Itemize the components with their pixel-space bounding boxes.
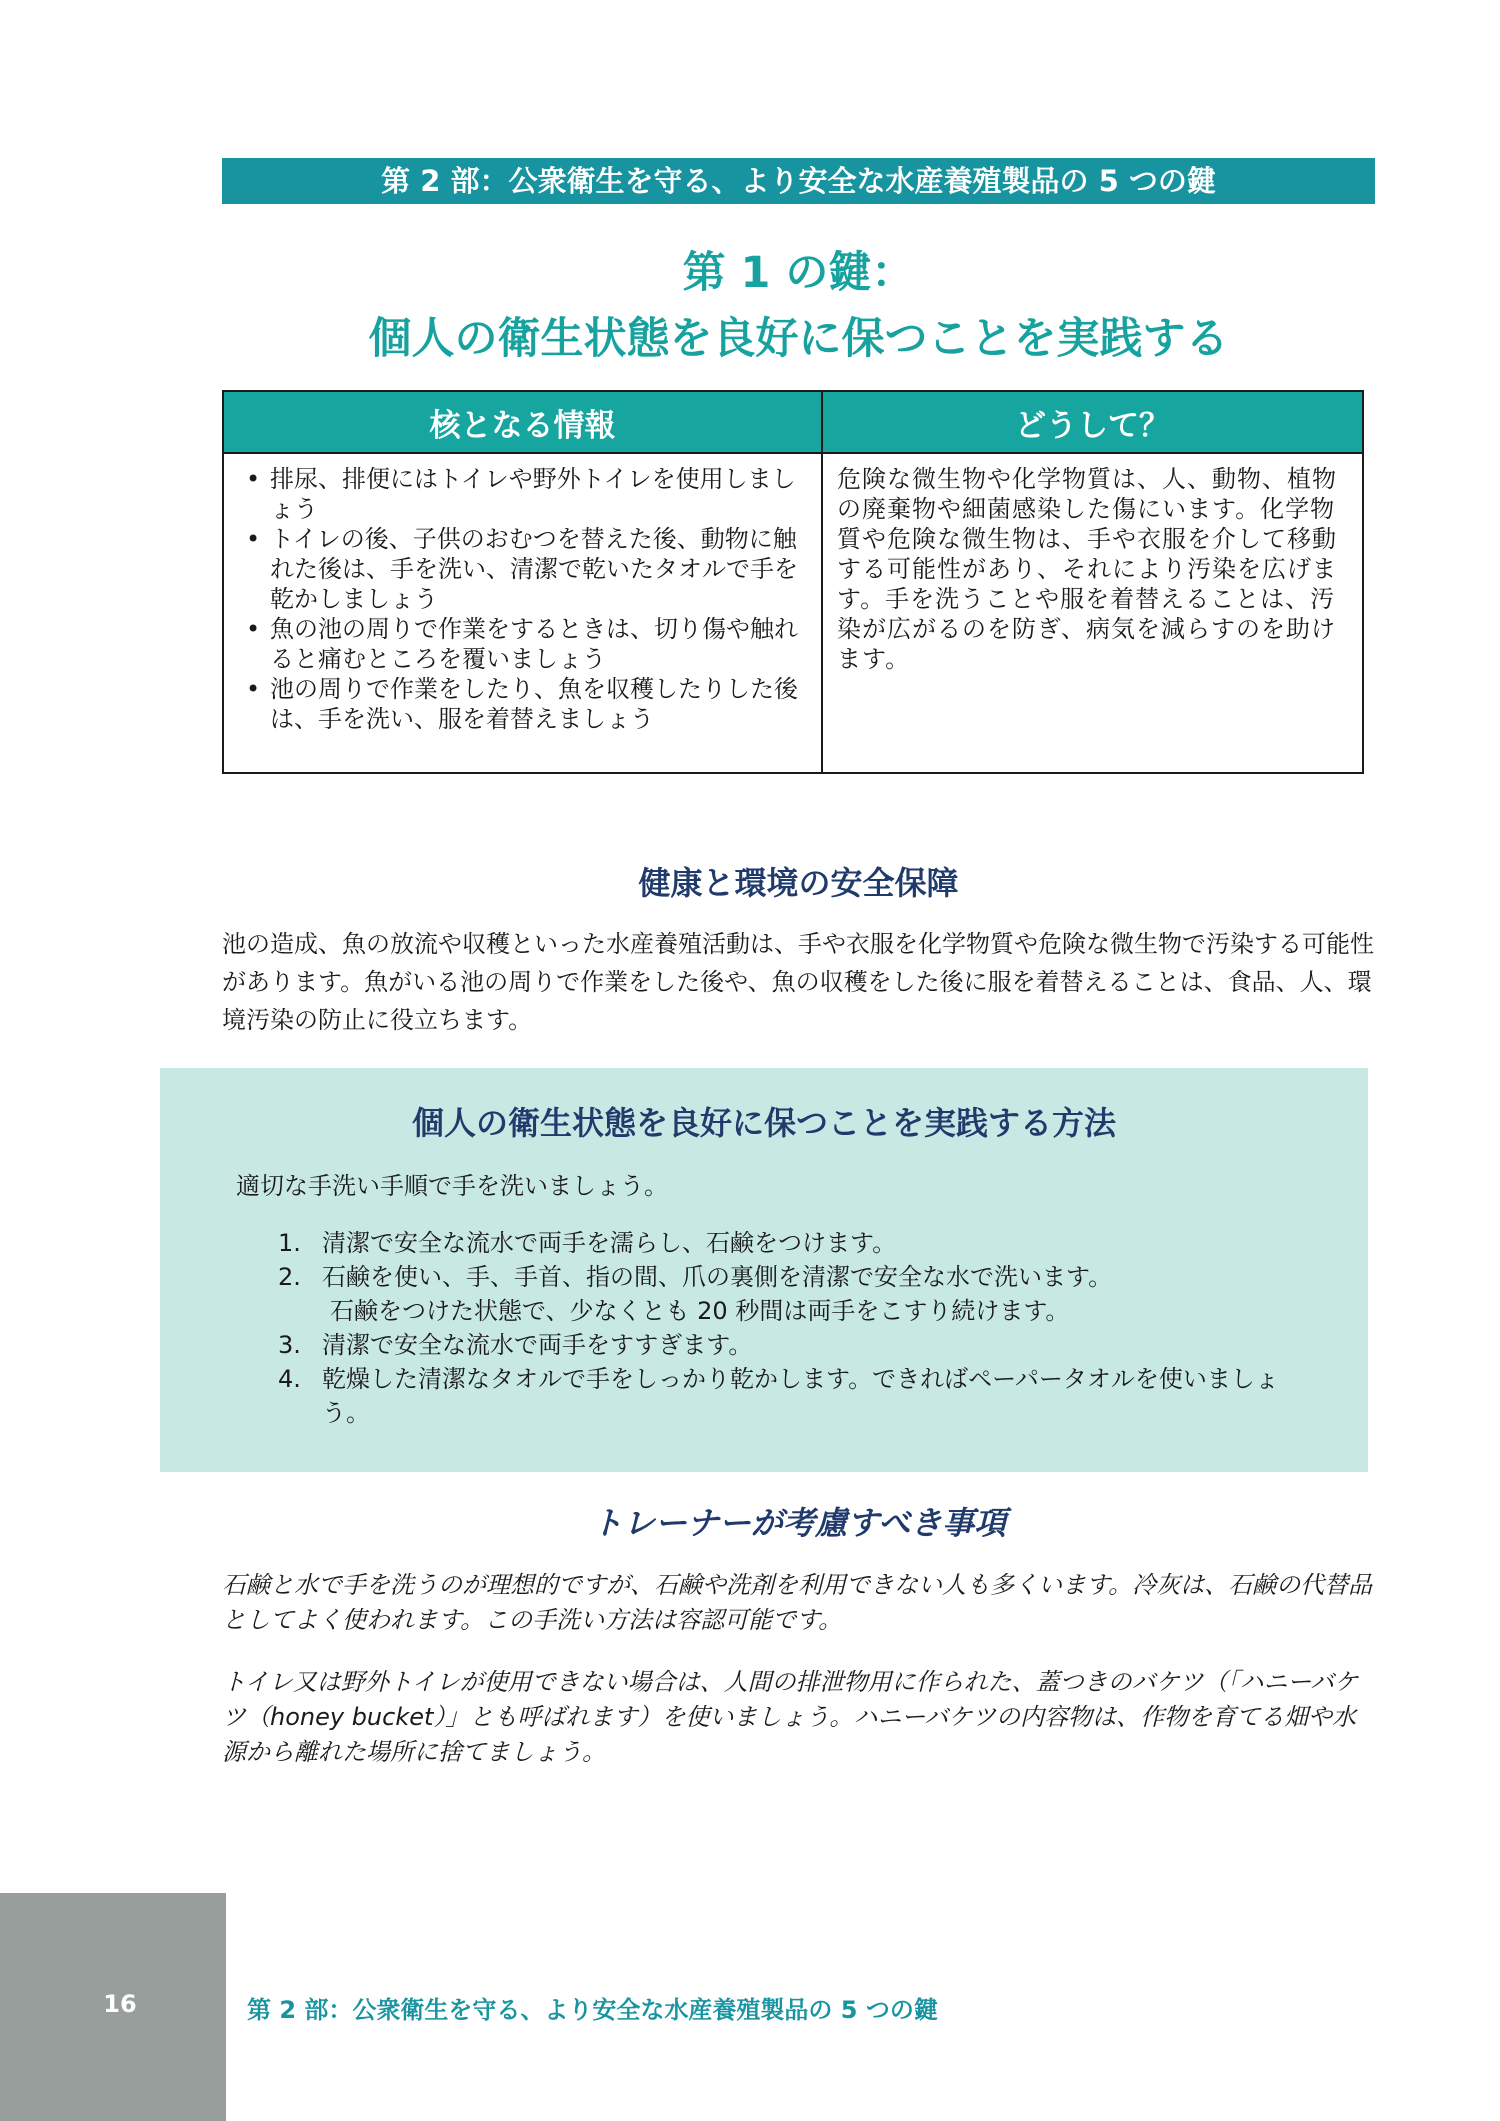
step-item [278,1362,1328,1430]
step-text: 清潔で安全な流水で両手を濡らし、石鹸をつけます。 [322,1229,897,1257]
core-info-cell [224,454,823,772]
step-text: 石鹸をつけた状態で、少なくとも 20 秒間は両手をこすり続けます。 [330,1297,1070,1325]
method-box [160,1068,1368,1472]
step-item [278,1328,1328,1362]
page-number: 16 [103,1990,137,2018]
key-title-line1: 第 1 の鍵： [682,248,915,298]
step-number: 4. [278,1365,301,1393]
section-banner: 第 2 部：公衆衛生を守る、より安全な水産養殖製品の 5 つの鍵 [222,158,1375,204]
step-text: 乾燥した清潔なタオルで手をしっかり乾かします。できればペーパータオルを使いましょう。 [322,1365,1279,1427]
footer-section-title: 第 2 部：公衆衛生を守る、より安全な水産養殖製品の 5 つの鍵 [247,1996,938,2024]
key-title [222,240,1375,372]
list-item: • 排尿、排便にはトイレや野外トイレを使用しましょう [242,464,803,524]
safety-heading: 健康と環境の安全保障 [638,864,959,902]
step-text: 石鹸を使い、手、手首、指の間、爪の裏側を清潔で安全な水で洗います。 [322,1263,1113,1291]
step-item-continuation [278,1294,1328,1328]
step-item [278,1226,1328,1260]
method-intro: 適切な手洗い手順で手を洗いましょう。 [236,1172,668,1200]
table-header-core-info: 核となる情報 [224,392,823,454]
info-table [222,390,1364,774]
key-title-line2: 個人の衛生状態を良好に保つことを実践する [368,314,1229,364]
step-text: 清潔で安全な流水で両手をすすぎます。 [322,1331,753,1359]
step-number: 3. [278,1331,301,1359]
method-title: 個人の衛生状態を良好に保つことを実践する方法 [411,1104,1116,1142]
table-header-why: どうして？ [823,392,1362,454]
list-item: • 魚の池の周りで作業をするときは、切り傷や触れると痛むところを覆いましょう [242,614,803,674]
method-steps [278,1226,1328,1430]
trainer-paragraph-1: 石鹸と水で手を洗うのが理想的ですが、石鹸や洗剤を利用できない人も多くいます。冷灰は、石鹸の代替品としてよく使われます。この手洗い方法は容認可能です。 [222,1571,1373,1634]
trainer-paragraph-2: トイレ又は野外トイレが使用できない場合は、人間の排泄物用に作られた、蓋つきのバケツ（「ハニーバケツ（honey bucket）」とも呼ばれます）を使いましょう。ハニーバケツの内容物は、作物を育てる畑や水源から離れた場所に捨てましょう。 [222,1668,1359,1766]
step-number: 2. [278,1263,301,1291]
list-item: • 池の周りで作業をしたり、魚を収穫したりした後は、手を洗い、服を着替えましょう [242,674,803,734]
core-info-list [242,464,803,734]
list-item: • トイレの後、子供のおむつを替えた後、動物に触れた後は、手を洗い、清潔で乾いたタオルで手を乾かしましょう [242,524,803,614]
why-cell: 危険な微生物や化学物質は、人、動物、植物の廃棄物や細菌感染した傷にいます。化学物質や危険な微生物は、手や衣服を介して移動する可能性があり、それにより汚染を広げます。手を洗うことや服を着替えることは、汚染が広がるのを防ぎ、病気を減らすのを助けます。 [837,465,1337,673]
safety-paragraph: 池の造成、魚の放流や収穫といった水産養殖活動は、手や衣服を化学物質や危険な微生物で汚染する可能性があります。魚がいる池の周りで作業をした後や、魚の収穫をした後に服を着替えることは、食品、人、環境汚染の防止に役立ちます。 [222,930,1374,1034]
step-item [278,1260,1328,1294]
trainer-heading: トレーナーが考慮すべき事項 [590,1504,1007,1542]
step-number: 1. [278,1229,301,1257]
